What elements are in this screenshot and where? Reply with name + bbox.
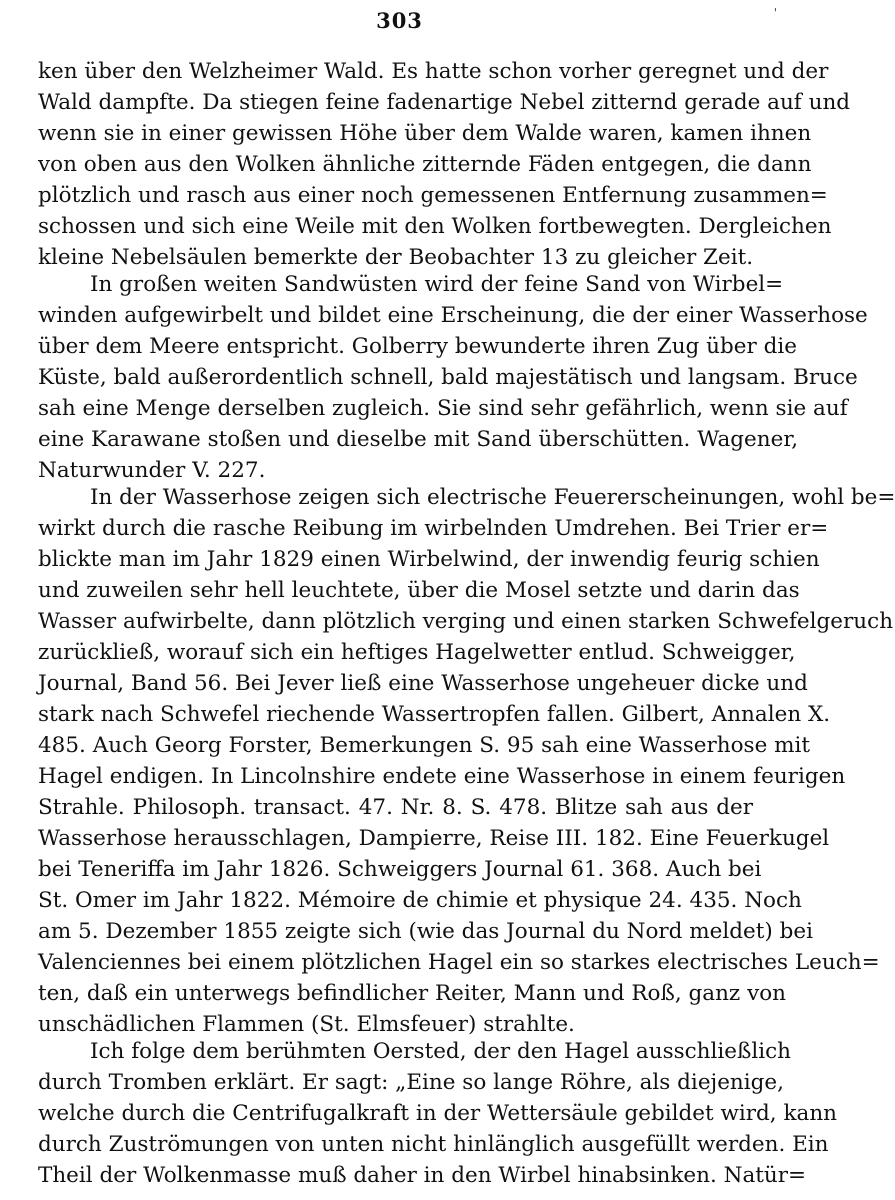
text-line: Wald dampfte. Da stiegen feine fadenartige Nebel zitternd gerade auf und (38, 90, 851, 115)
text-line: eine Karawane stoßen und dieselbe mit Sand überschütten. Wagener, (38, 427, 799, 452)
text-line: wirkt durch die rasche Reibung im wirbelnden Umdrehen. Bei Trier er= (38, 516, 829, 541)
text-line: sah eine Menge derselben zugleich. Sie sind sehr gefährlich, wenn sie auf (38, 396, 848, 421)
text-line: von oben aus den Wolken ähnliche zitternde Fäden entgegen, die dann (38, 152, 812, 177)
text-line: Wasserhose herausschlagen, Dampierre, Reise III. 182. Eine Feuerkugel (38, 826, 830, 851)
text-line: Naturwunder V. 227. (38, 458, 266, 483)
text-line: blickte man im Jahr 1829 einen Wirbelwind, der inwendig feurig schien (38, 547, 820, 572)
text-line: zurückließ, worauf sich ein heftiges Hagelwetter entlud. Schweigger, (38, 640, 796, 665)
text-line: Ich folge dem berühmten Oersted, der den Hagel ausschließlich (90, 1039, 791, 1064)
text-line: winden aufgewirbelt und bildet eine Erscheinung, die der einer Wasserhose (38, 303, 868, 328)
text-line: In großen weiten Sandwüsten wird der feine Sand von Wirbel= (90, 272, 784, 297)
text-line: Valenciennes bei einem plötzlichen Hagel ein so starkes electrisches Leuch= (38, 950, 880, 975)
text-line: am 5. Dezember 1855 zeigte sich (wie das Journal du Nord meldet) bei (38, 919, 813, 944)
text-line: und zuweilen sehr hell leuchtete, über die Mosel setzte und darin das (38, 578, 800, 603)
text-line: Wasser aufwirbelte, dann plötzlich verging und einen starken Schwefelgeruch (38, 609, 894, 634)
text-line: Theil der Wolkenmasse muß daher in den Wirbel hinabsinken. Natür= (38, 1163, 807, 1188)
corner-mark: ' (773, 6, 777, 20)
text-line: plötzlich und rasch aus einer noch gemessenen Entfernung zusammen= (38, 183, 828, 208)
text-line: 485. Auch Georg Forster, Bemerkungen S. 95 sah eine Wasserhose mit (38, 733, 811, 758)
text-line: Hagel endigen. In Lincolnshire endete eine Wasserhose in einem feurigen (38, 764, 846, 789)
text-line: Journal, Band 56. Bei Jever ließ eine Wasserhose ungeheuer dicke und (38, 671, 808, 696)
text-line: St. Omer im Jahr 1822. Mémoire de chimie et physique 24. 435. Noch (38, 888, 802, 913)
text-line: ten, daß ein unterwegs befindlicher Reiter, Mann und Roß, ganz von (38, 981, 787, 1006)
text-line: stark nach Schwefel riechende Wassertropfen fallen. Gilbert, Annalen X. (38, 702, 831, 727)
text-line: Küste, bald außerordentlich schnell, bald majestätisch und langsam. Bruce (38, 365, 858, 390)
text-line: über dem Meere entspricht. Golberry bewunderte ihren Zug über die (38, 334, 797, 359)
text-line: wenn sie in einer gewissen Höhe über dem Walde waren, kamen ihnen (38, 121, 812, 146)
text-line: durch Zuströmungen von unten nicht hinlänglich ausgefüllt werden. Ein (38, 1132, 829, 1157)
text-line: bei Teneriffa im Jahr 1826. Schweiggers Journal 61. 368. Auch bei (38, 857, 762, 882)
text-line: In der Wasserhose zeigen sich electrische Feuererscheinungen, wohl be= (90, 485, 895, 510)
page-number: 303 (376, 8, 423, 33)
text-line: ken über den Welzheimer Wald. Es hatte schon vorher geregnet und der (38, 59, 829, 84)
text-line: schossen und sich eine Weile mit den Wolken fortbewegten. Dergleichen (38, 214, 832, 239)
text-line: welche durch die Centrifugalkraft in der Wettersäule gebildet wird, kann (38, 1101, 838, 1126)
text-line: durch Tromben erklärt. Er sagt: „Eine so lange Röhre, als diejenige, (38, 1070, 784, 1095)
text-line: unschädlichen Flammen (St. Elmsfeuer) strahlte. (38, 1012, 575, 1037)
text-line: Strahle. Philosoph. transact. 47. Nr. 8. S. 478. Blitze sah aus der (38, 795, 753, 820)
text-line: kleine Nebelsäulen bemerkte der Beobachter 13 zu gleicher Zeit. (38, 245, 754, 270)
